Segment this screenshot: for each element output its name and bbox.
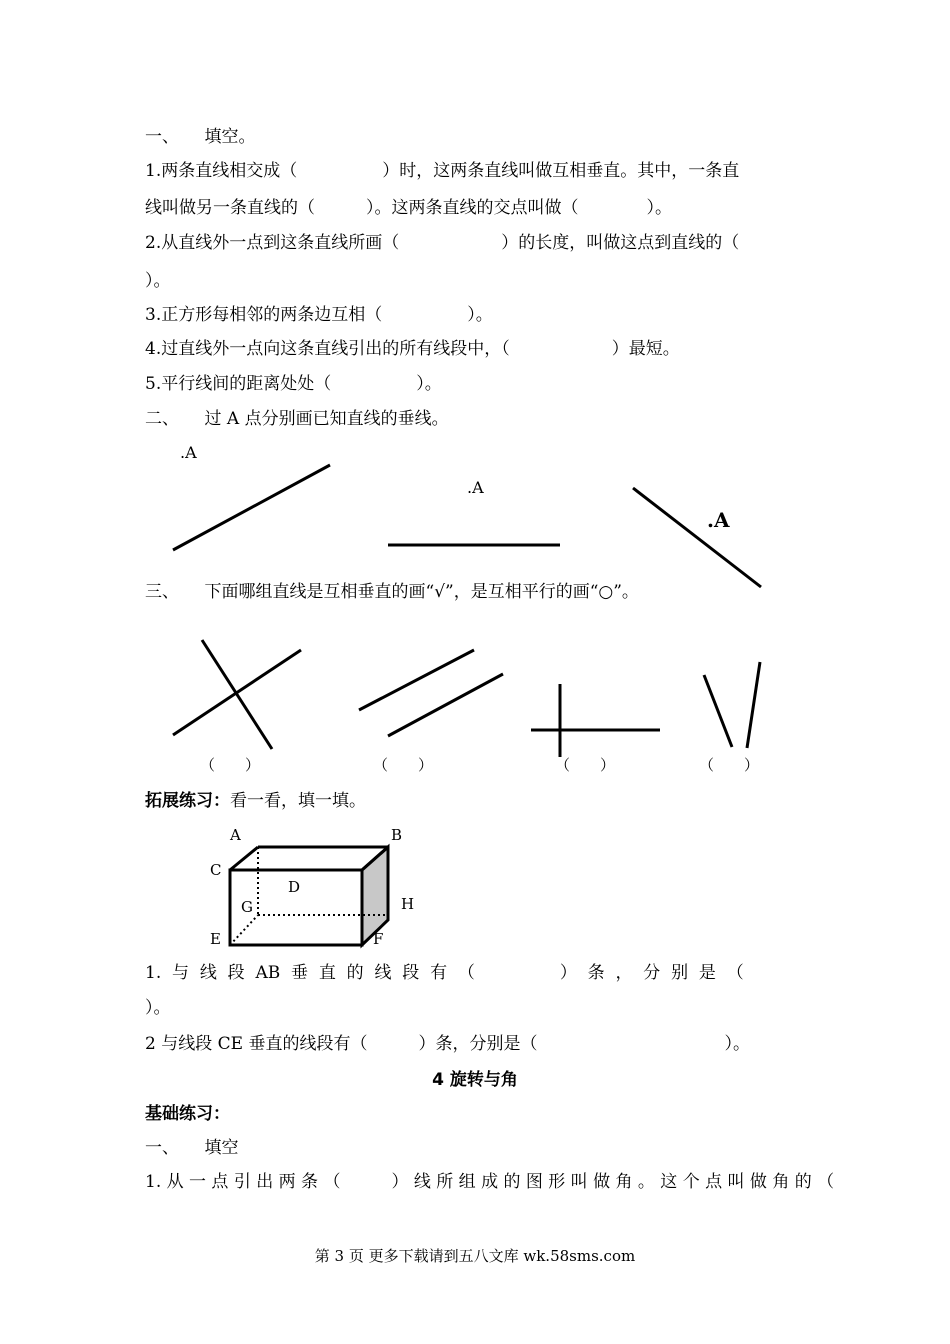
page-footer: 第 3 页 更多下载请到五八文库 wk.58sms.com [314, 1247, 636, 1265]
point-a-label-3: .A [707, 508, 730, 532]
extension-heading-bold: 拓展练习： [145, 791, 230, 811]
section3-heading: 三、 下面哪组直线是互相垂直的画“√”，是互相平行的画“○”。 [145, 582, 639, 602]
vertex-c: C [210, 861, 222, 879]
question-2-line1: 2.从直线外一点到这条直线所画（ ）的长度，叫做这点到直线的（ [145, 233, 740, 253]
pair4-line-b [747, 662, 760, 748]
vertex-f: F [373, 930, 384, 948]
given-line-3 [633, 488, 761, 587]
answer-paren-4[interactable]: （ ） [699, 756, 760, 774]
pair2-line-a [359, 650, 474, 710]
vertex-e: E [210, 930, 221, 948]
question-5: 5.平行线间的距离处处（ ）。 [145, 374, 442, 394]
pair1-line-a [202, 640, 272, 749]
question-4: 4.过直线外一点向这条直线引出的所有线段中，（ ）最短。 [145, 339, 680, 359]
pair4-line-a [704, 675, 732, 747]
vertex-b: B [391, 826, 403, 844]
question-3: 3.正方形每相邻的两条边互相（ ）。 [145, 305, 493, 325]
answer-paren-2[interactable]: （ ） [373, 756, 434, 774]
pair2-line-b [388, 674, 503, 736]
section2-heading: 二、 过 A 点分别画已知直线的垂线。 [145, 409, 449, 429]
question-2-line2: ）。 [145, 271, 171, 291]
vertex-d: D [288, 878, 301, 896]
answer-paren-1[interactable]: （ ） [200, 756, 261, 774]
chapter-title: 4 旋转与角 [432, 1070, 518, 1090]
question-1-line1: 1.两条直线相交成（ ）时，这两条直线叫做互相垂直。其中，一条直 [145, 161, 740, 181]
vertex-g: G [241, 898, 253, 916]
extension-question-1-line2: ）。 [145, 998, 171, 1018]
section1-heading: 一、 填空。 [145, 127, 256, 147]
point-a-label-1: .A [180, 443, 197, 462]
extension-heading-rest: 看一看，填一填。 [230, 791, 366, 811]
answer-paren-3[interactable]: （ ） [555, 756, 616, 774]
given-line-1 [173, 465, 330, 550]
extension-question-2: 2 与线段 CE 垂直的线段有（ ）条，分别是（ ）。 [145, 1034, 750, 1054]
vertex-h: H [401, 895, 415, 913]
vertex-a: A [230, 826, 241, 844]
extension-heading [145, 790, 366, 812]
cuboid-top-left-edge [230, 847, 258, 870]
question-1-line2: 线叫做另一条直线的（ ）。这两条直线的交点叫做（ ）。 [145, 198, 672, 218]
basic-practice-heading: 基础练习： [145, 1104, 230, 1124]
cuboid-hidden-bottom-left [230, 915, 258, 945]
extension-question-1-line1: 1. 与 线 段 AB 垂 直 的 线 段 有 （ ） 条 ， 分 别 是 （ [145, 963, 744, 983]
pair1-line-b [173, 650, 301, 735]
point-a-label-2: .A [467, 478, 484, 497]
cuboid-figure [230, 847, 388, 945]
chapter-question-1: 1. 从 一 点 引 出 两 条 （ ） 线 所 组 成 的 图 形 叫 做 角 。 这 个 点 叫 做 角 的 （ [145, 1172, 835, 1192]
chapter-section1-heading: 一、 填空 [145, 1138, 239, 1158]
